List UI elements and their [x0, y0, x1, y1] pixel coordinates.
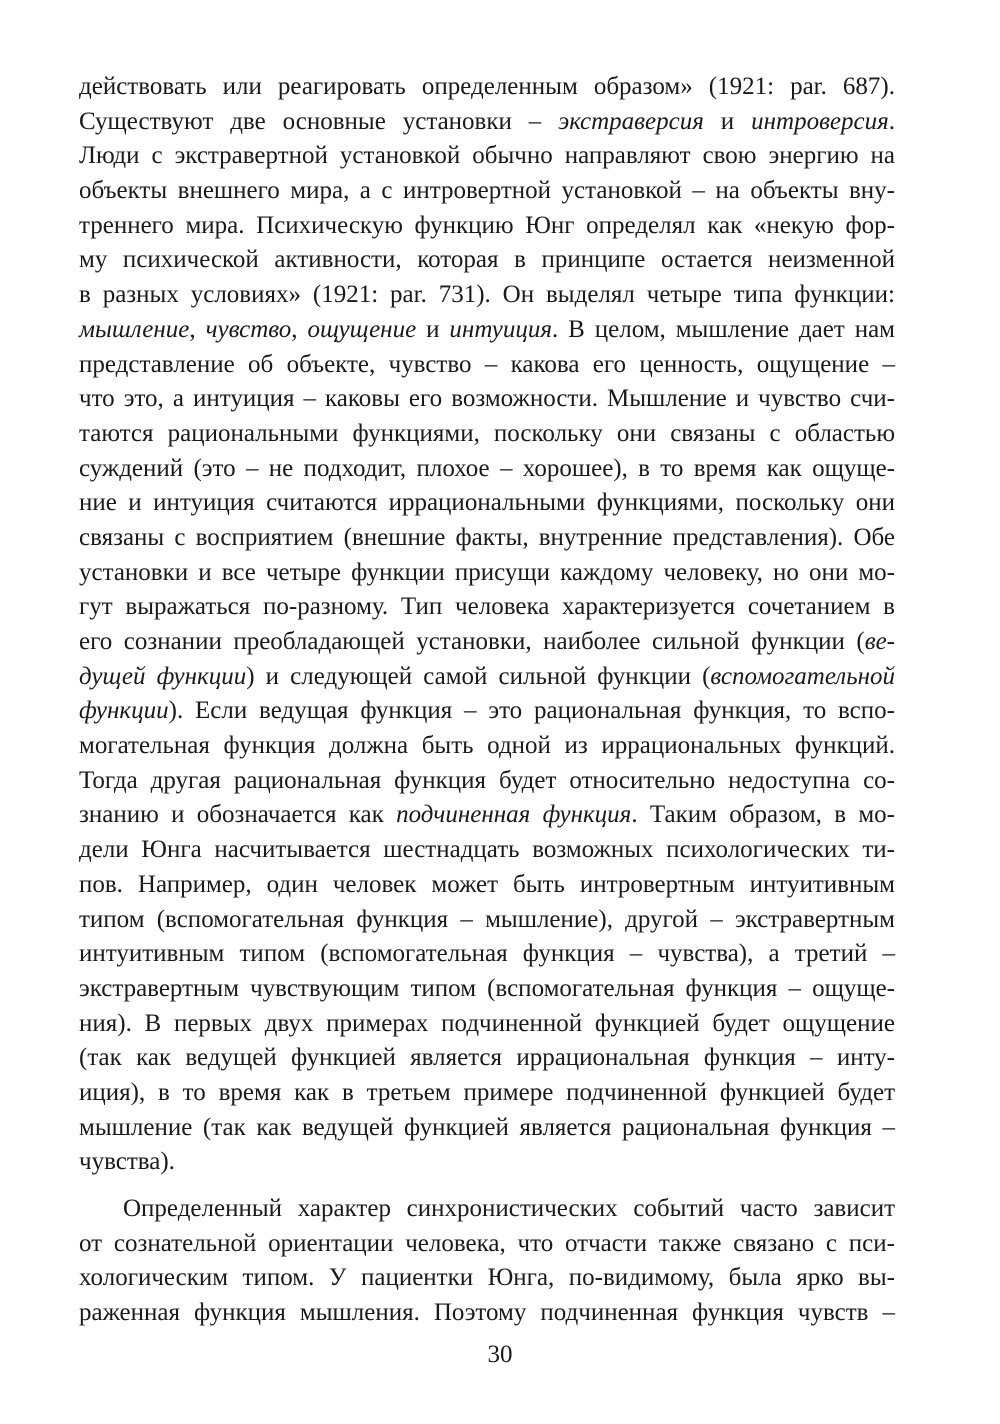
italic-term: ве- [864, 628, 895, 655]
text-run: связаны с восприятием (внешние факты, внутренние представления). Обе [79, 523, 895, 551]
text-line [79, 1145, 895, 1180]
text-line [79, 70, 895, 105]
italic-term: чувство [205, 315, 292, 343]
text-run: (так как ведущей функцией является иррациональная функция – инту- [79, 1044, 895, 1072]
italic-term: ощущение [307, 315, 417, 343]
text-line [79, 1041, 895, 1076]
text-run: Существуют две основные установки – [79, 107, 559, 135]
text-line [79, 105, 895, 140]
text-run: пов. Например, один человек может быть интровертным интуитивным [79, 870, 895, 898]
text-line [79, 903, 895, 938]
text-run: могательная функция должна быть одной из иррациональных функций. [79, 732, 895, 760]
paragraph [79, 70, 895, 1180]
page-number: 30 [487, 1341, 513, 1368]
text-line [79, 1007, 895, 1042]
text-line [79, 243, 895, 278]
text-line [79, 833, 895, 868]
italic-term: функции [79, 697, 169, 725]
text-line [79, 1076, 895, 1111]
text-line [79, 590, 895, 625]
text-run: дели Юнга насчитывается шестнадцать возможных психологических ти- [79, 836, 895, 864]
text-run: Тогда другая рациональная функция будет относительно недоступна со- [79, 766, 895, 794]
text-line [79, 694, 895, 729]
italic-term: подчиненная функция [396, 801, 632, 829]
italic-term: мышление [79, 315, 190, 343]
text-run: в разных условиях» (1921: par. 731). Он выделял четыре типа функции: [79, 281, 895, 309]
text-line [79, 313, 895, 348]
text-run: действовать или реагировать определенным образом» (1921: par. 687). [79, 73, 895, 100]
text-run: установки и все четыре функции присущи каждому человеку, но они мо- [79, 558, 895, 586]
text-line [79, 521, 895, 556]
text-run: иция), в то время как в третьем примере подчиненной функцией будет [79, 1078, 895, 1106]
text-run: мышление (так как ведущей функцией является рациональная функция – [79, 1113, 895, 1141]
body-text [79, 70, 895, 1331]
text-run: , [291, 315, 308, 343]
text-run: , [189, 315, 206, 343]
text-line [79, 209, 895, 244]
text-run: суждений (это – не подходит, плохое – хорошее), в то время как ощуще- [79, 454, 895, 482]
text-line [79, 937, 895, 972]
text-run: хологическим типом. У пациентки Юнга, по-видимому, была ярко вы- [79, 1264, 895, 1292]
text-line [79, 729, 895, 764]
italic-term: экстраверсия [558, 107, 704, 135]
text-line [79, 625, 895, 660]
italic-term: интроверсия [751, 107, 889, 135]
text-line [79, 486, 895, 521]
text-run: его сознании преобладающей установки, наиболее сильной функции ( [79, 628, 865, 655]
text-line [79, 1192, 895, 1227]
text-run: Люди с экстравертной установкой обычно направляют свою энергию на [79, 142, 895, 170]
text-line [79, 348, 895, 383]
text-run: ния). В первых двух примерах подчиненной функцией будет ощущение [79, 1009, 895, 1037]
text-run: интуитивным типом (вспомогательная функция – чувства), а третий – [79, 940, 895, 968]
text-run: типом (вспомогательная функция – мышление), другой – экстравертным [79, 905, 895, 933]
italic-term: интуиция [449, 315, 552, 343]
text-line [79, 382, 895, 417]
text-line [79, 868, 895, 903]
text-run: треннего мира. Психическую функцию Юнг определял как «некую фор- [79, 211, 895, 239]
text-run: гут выражаться по-разному. Тип человека характеризуется сочетанием в [79, 593, 895, 621]
text-line [79, 452, 895, 487]
text-run: раженная функция мышления. Поэтому подчиненная функция чувств – [79, 1299, 895, 1327]
text-line [79, 278, 895, 313]
text-run: му психической активности, которая в принципе остается неизменной [79, 246, 895, 274]
text-run: таются рациональными функциями, поскольку они связаны с областью [79, 419, 895, 447]
text-run: Определенный характер синхронистических событий часто зависит [123, 1195, 895, 1222]
italic-term: дущей функции [79, 662, 247, 690]
text-line [79, 1111, 895, 1146]
text-run: представление об объекте, чувство – какова его ценность, ощущение – [79, 350, 895, 378]
text-line [79, 660, 895, 695]
text-run: ние и интуиция считаются иррациональными функциями, поскольку они [79, 489, 895, 517]
text-run: и [416, 315, 450, 343]
text-line [79, 798, 895, 833]
text-run: . Таким образом, в мо- [631, 801, 895, 829]
text-run: что это, а интуиция – каковы его возможности. Мышление и чувство счи- [79, 385, 895, 413]
text-line [79, 417, 895, 452]
text-run: чувства). [79, 1148, 175, 1176]
text-run: объекты внешнего мира, а с интровертной установкой – на объекты вну- [79, 177, 895, 205]
italic-term: вспомогательной [710, 662, 895, 690]
text-run: ). Если ведущая функция – это рациональная функция, то вспо- [168, 697, 895, 725]
text-run: экстравертным чувствующим типом (вспомогательная функция – ощуще- [79, 974, 895, 1002]
text-line [79, 972, 895, 1007]
text-run: знанию и обозначается как [79, 801, 397, 829]
paragraph [79, 1192, 895, 1331]
text-line [79, 174, 895, 209]
text-run: и [703, 107, 752, 135]
text-line [79, 1261, 895, 1296]
text-line [79, 139, 895, 174]
text-line [79, 1296, 895, 1331]
text-line [79, 556, 895, 591]
text-run: . [888, 107, 895, 135]
text-run: ) и следующей самой сильной функции ( [246, 662, 711, 690]
text-run: . В целом, мышление дает нам [551, 315, 895, 343]
text-line [79, 764, 895, 799]
text-line [79, 1227, 895, 1262]
text-run: от сознательной ориентации человека, что отчасти также связано с пси- [79, 1229, 895, 1257]
